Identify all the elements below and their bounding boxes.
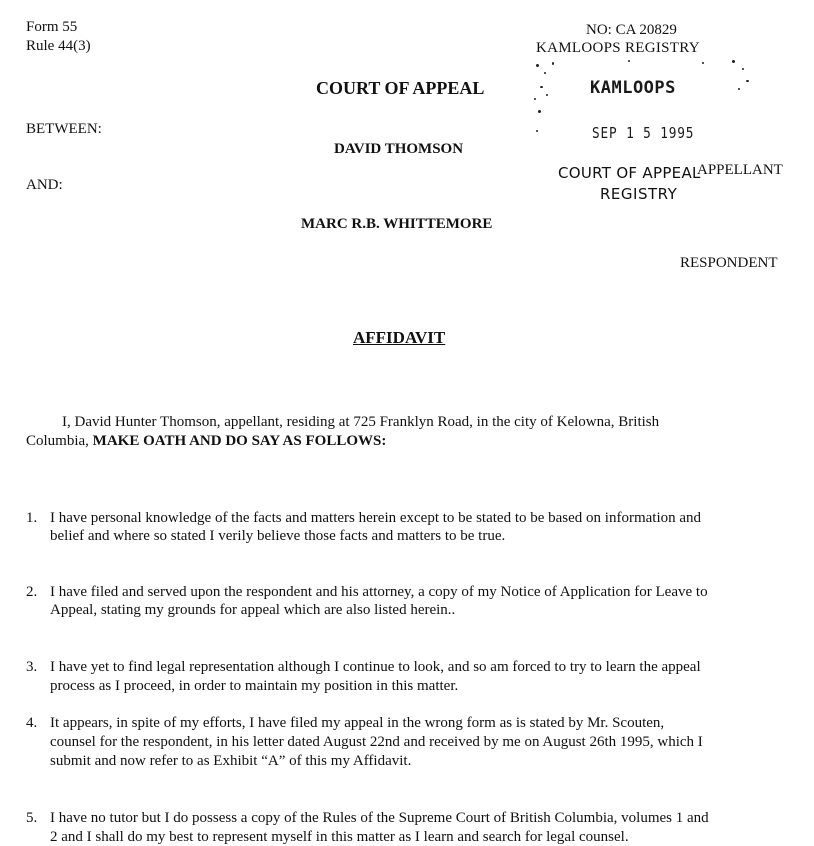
paragraph-line: I have yet to find legal representation although I continue to look, and so am forced to try to learn the appeal: [50, 659, 701, 675]
intro-line-2: [26, 432, 386, 450]
paragraph-line: belief and where so stated I verily believe those facts and matters to be true.: [50, 528, 506, 544]
stamp-city: KAMLOOPS: [590, 78, 676, 98]
and-label: AND:: [26, 177, 63, 193]
appellant-name: DAVID THOMSON: [334, 141, 464, 157]
file-number: NO: CA 20829: [586, 22, 677, 38]
stamp-date: SEP 1 5 1995: [592, 124, 695, 142]
paragraph-line: I have filed and served upon the respondent and his attorney, a copy of my Notice of Application for Leave to: [50, 584, 708, 600]
paragraph-line: counsel for the respondent, in his letter dated August 22nd and received by me on August 26th 1995, which I: [50, 734, 703, 750]
between-label: BETWEEN:: [26, 121, 102, 137]
paragraph-line: Appeal, stating my grounds for appeal which are also listed herein..: [50, 602, 456, 618]
paragraph-number: 1.: [26, 510, 38, 526]
paragraph-number: 4.: [26, 715, 38, 731]
registry-line: KAMLOOPS REGISTRY: [536, 40, 700, 56]
court-title: COURT OF APPEAL: [316, 78, 485, 98]
paragraph-line: I have no tutor but I do possess a copy of the Rules of the Supreme Court of British Columbia, volumes 1 and: [50, 810, 709, 826]
paragraph-number: 5.: [26, 810, 38, 826]
intro-line-1: I, David Hunter Thomson, appellant, residing at 725 Franklyn Road, in the city of Kelowna, British: [62, 414, 660, 430]
affidavit-heading: AFFIDAVIT: [353, 328, 446, 347]
stamp-court: COURT OF APPEAL: [558, 164, 701, 182]
respondent-label: RESPONDENT: [680, 255, 778, 271]
paragraph-line: process as I proceed, in order to maintain my position in this matter.: [50, 678, 459, 694]
respondent-name: MARC R.B. WHITTEMORE: [301, 216, 493, 232]
make-oath-statement: MAKE OATH AND DO SAY AS FOLLOWS:: [92, 433, 387, 449]
paragraph-line: submit and now refer to as Exhibit “A” of this my Affidavit.: [50, 753, 412, 769]
paragraph-line: It appears, in spite of my efforts, I have filed my appeal in the wrong form as is stated by Mr. Scouten,: [50, 715, 665, 731]
paragraph-line: I have personal knowledge of the facts and matters herein except to be stated to be based on information and: [50, 510, 702, 526]
stamp-registry: REGISTRY: [600, 185, 678, 203]
form-number: Form 55: [26, 19, 78, 35]
paragraph-line: 2 and I shall do my best to represent myself in this matter as I learn and search for legal counsel.: [50, 829, 629, 845]
intro-columbia: Columbia,: [26, 433, 93, 449]
paragraph-number: 2.: [26, 584, 38, 600]
registry-stamp: [532, 58, 754, 208]
paragraph-number: 3.: [26, 659, 38, 675]
appellant-label: APPELLANT: [697, 162, 783, 178]
rule-number: Rule 44(3): [26, 38, 91, 54]
